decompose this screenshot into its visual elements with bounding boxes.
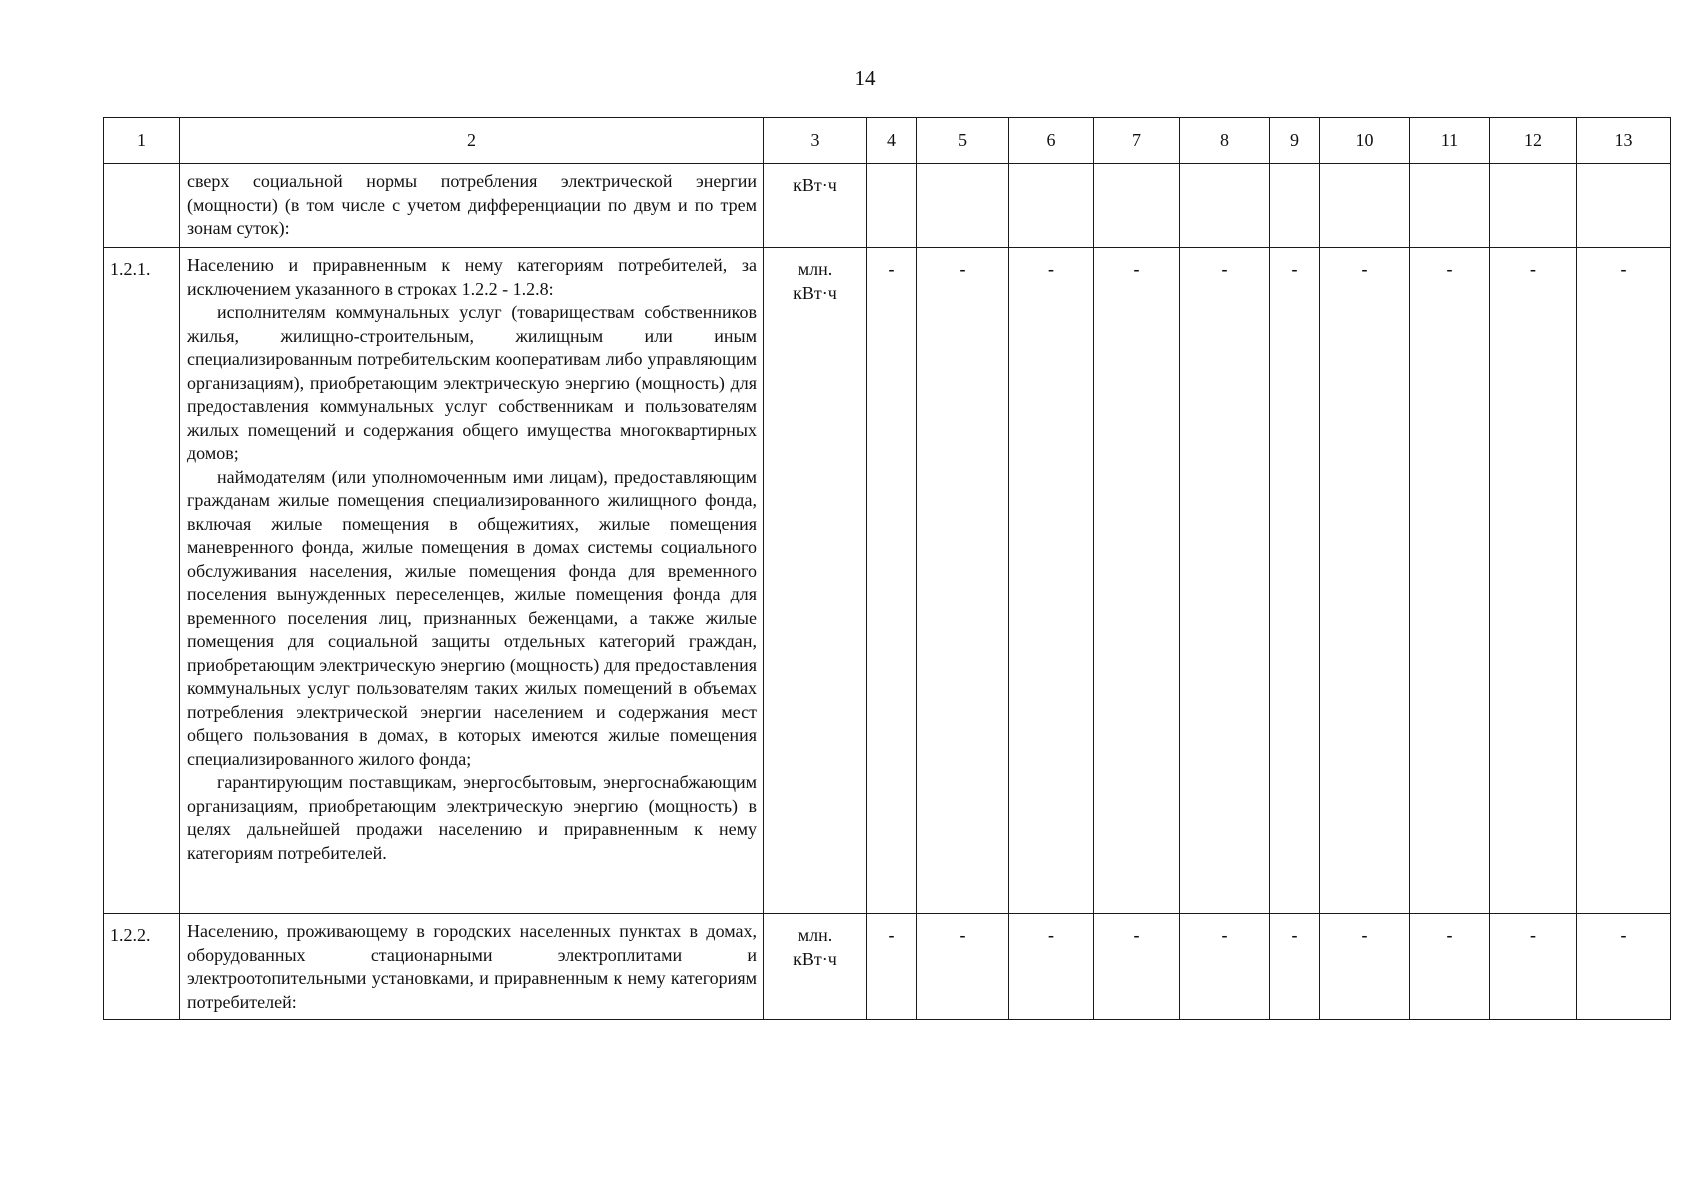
column-header: 1 [104,118,180,164]
row-number-cell: 1.2.2. [104,914,180,1020]
unit-line: кВт·ч [793,175,837,195]
value-cell [867,164,917,248]
row-number-cell: 1.2.1. [104,248,180,914]
table-row [104,164,1671,248]
row-number-cell [104,164,180,248]
description-cell [180,914,764,1020]
column-header: 4 [867,118,917,164]
column-header: 10 [1320,118,1410,164]
value-cell: - [867,248,917,914]
table-row [104,914,1671,1020]
value-cell: - [1410,914,1490,1020]
value-cell: - [1009,248,1094,914]
value-cell [1320,164,1410,248]
unit-line: млн. [797,925,833,945]
value-cell: - [917,248,1009,914]
value-cell [917,164,1009,248]
value-cell: - [1009,914,1094,1020]
value-cell [1094,164,1180,248]
value-cell [1490,164,1577,248]
column-header: 2 [180,118,764,164]
value-cell: - [1577,248,1671,914]
description-paragraph: гарантирующим поставщикам, энергосбытовым, энергоснабжающим организациям, приобретающим электрическую энергию (мощность) в целях дальнейшей продажи населению и приравненным к нему категориям потребителей. [187,772,757,863]
description-paragraph: исполнителям коммунальных услуг (товариществам собственников жилья, жилищно-строительным, жилищным или иным специализированным потребительским кооперативам либо управляющим организациям), приобретающим электрическую энергию (мощность) для предоставления коммунальных услуг собственникам и пользователям жилых помещений и содержания общего имущества многоквартирных домов; [187,302,757,463]
value-cell: - [917,914,1009,1020]
column-header: 3 [764,118,867,164]
value-cell: - [1577,914,1671,1020]
column-header: 12 [1490,118,1577,164]
value-cell [1410,164,1490,248]
page-number: 14 [854,66,876,90]
value-cell [1180,164,1270,248]
value-cell: - [1270,248,1320,914]
column-header: 8 [1180,118,1270,164]
value-cell: - [1320,248,1410,914]
value-cell: - [867,914,917,1020]
column-header: 13 [1577,118,1671,164]
table-row [104,248,1671,914]
unit-cell [764,248,867,914]
value-cell: - [1270,914,1320,1020]
data-table [103,117,1671,1020]
unit-line: кВт·ч [793,282,837,303]
value-cell [1270,164,1320,248]
description-cell [180,248,764,914]
value-cell [1009,164,1094,248]
unit-line: млн. [797,259,833,279]
column-header: 9 [1270,118,1320,164]
description-paragraph: Населению, проживающему в городских населенных пунктах в домах, оборудованных стационарными электроплитами и электроотопительными установками, и приравненным к нему категориям потребителей: [187,921,757,1012]
value-cell: - [1490,248,1577,914]
value-cell: - [1094,914,1180,1020]
value-cell: - [1410,248,1490,914]
value-cell: - [1320,914,1410,1020]
table-body [104,118,1671,1020]
column-header: 6 [1009,118,1094,164]
table-header-row [104,118,1671,164]
column-header: 5 [917,118,1009,164]
value-cell [1577,164,1671,248]
description-paragraph: наймодателям (или уполномоченным ими лицам), предоставляющим гражданам жилые помещения специализированного жилищного фонда, включая жилые помещения в общежитиях, жилые помещения маневренного фонда, жилые помещения в домах системы социального обслуживания населения, жилые помещения фонда для временного поселения вынужденных переселенцев, жилые помещения фонда для временного поселения лиц, признанных беженцами, а также жилые помещения для социальной защиты отдельных категорий граждан, приобретающим электрическую энергию (мощность) для предоставления коммунальных услуг пользователям таких жилых помещений в объемах потребления электрической энергии населением и содержания мест общего пользования в домах, в которых имеются жилые помещения специализированного жилого фонда; [187,466,757,769]
value-cell: - [1180,914,1270,1020]
unit-cell [764,914,867,1020]
unit-line: кВт·ч [793,948,837,969]
value-cell: - [1490,914,1577,1020]
column-header: 7 [1094,118,1180,164]
value-cell: - [1180,248,1270,914]
description-paragraph: сверх социальной нормы потребления электрической энергии (мощности) (в том числе с учетом дифференциации по двум и по трем зонам суток): [187,171,757,238]
description-paragraph: Населению и приравненным к нему категориям потребителей, за исключением указанного в строках 1.2.2 - 1.2.8: [187,255,757,299]
column-header: 11 [1410,118,1490,164]
description-cell [180,164,764,248]
unit-cell [764,164,867,248]
value-cell: - [1094,248,1180,914]
